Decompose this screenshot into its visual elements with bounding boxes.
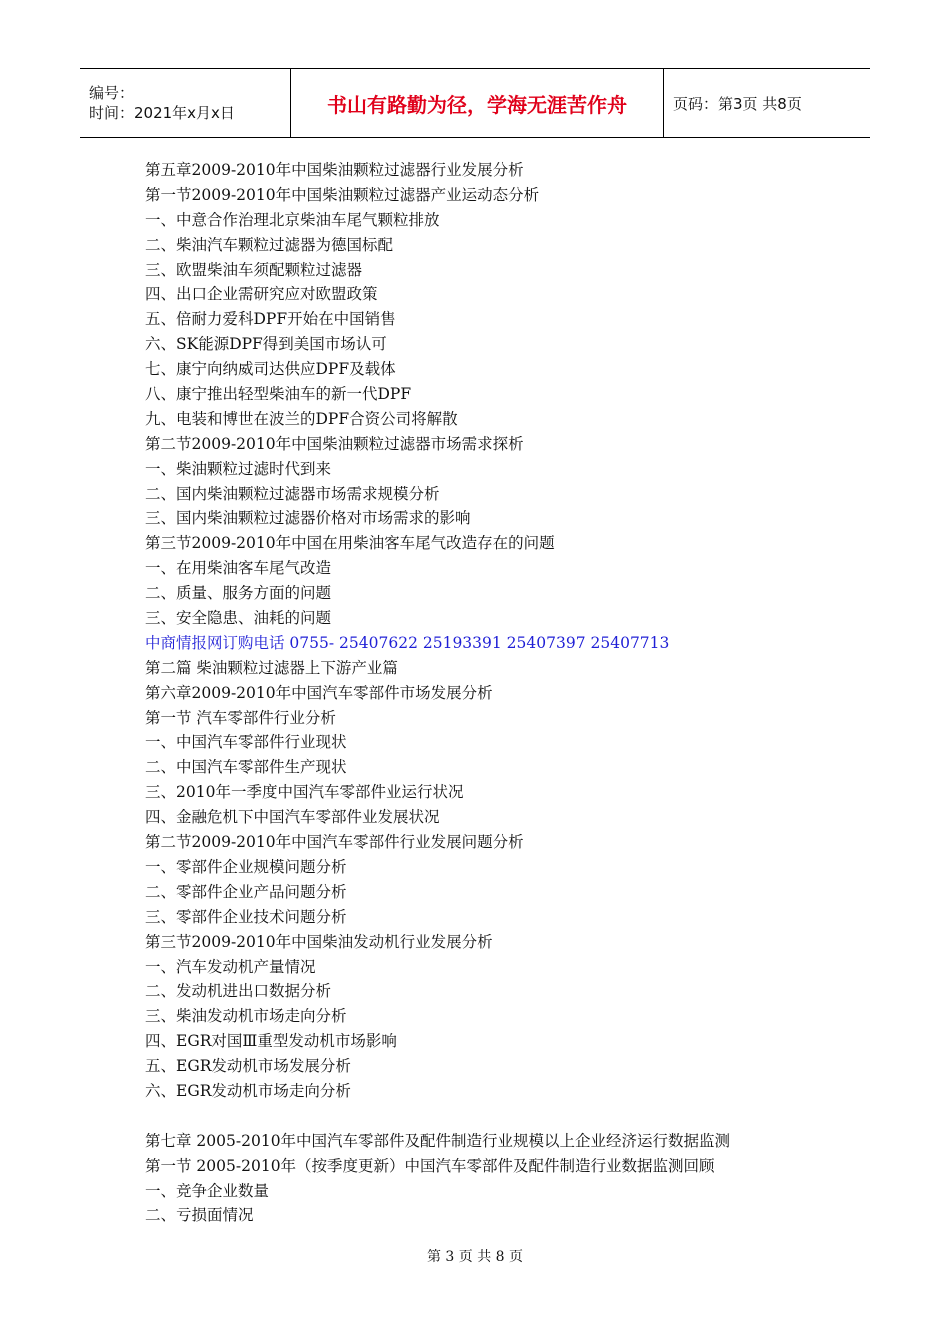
toc-line: 四、EGR对国Ⅲ重型发动机市场影响 — [145, 1032, 397, 1051]
order-phone-line: 中商情报网订购电话 0755- 25407622 25193391 25407397 25407713 — [145, 633, 670, 652]
toc-line: 一、零部件企业规模问题分析 — [145, 857, 347, 876]
toc-line: 二、亏损面情况 — [145, 1206, 254, 1225]
toc-line: 一、柴油颗粒过滤时代到来 — [145, 459, 332, 478]
toc-line: 第三节2009-2010年中国柴油发动机行业发展分析 — [145, 932, 493, 951]
toc-line: 第二节2009-2010年中国汽车零部件行业发展问题分析 — [145, 833, 524, 852]
toc-line: 六、SK能源DPF得到美国市场认可 — [145, 335, 387, 354]
toc-line: 三、零部件企业技术问题分析 — [145, 907, 347, 926]
page-info: 页码：第3页 共8页 — [673, 94, 802, 113]
toc-line: 一、中国汽车零部件行业现状 — [145, 733, 347, 752]
page-header — [80, 68, 870, 138]
toc-line: 第一节 汽车零部件行业分析 — [145, 708, 336, 727]
toc-content — [145, 158, 865, 1228]
toc-line: 六、EGR发动机市场走向分析 — [145, 1081, 351, 1100]
toc-line: 五、倍耐力爱科DPF开始在中国销售 — [145, 310, 396, 329]
toc-line: 第二篇 柴油颗粒过滤器上下游产业篇 — [145, 658, 398, 677]
header-motto-cell — [291, 69, 664, 137]
toc-line: 一、汽车发动机产量情况 — [145, 957, 316, 976]
header-page-info-cell — [664, 69, 870, 137]
toc-line: 第五章2009-2010年中国柴油颗粒过滤器行业发展分析 — [145, 161, 524, 179]
toc-line: 九、电装和博世在波兰的DPF合资公司将解散 — [145, 409, 458, 428]
toc-line: 二、柴油汽车颗粒过滤器为德国标配 — [145, 235, 394, 254]
toc-line: 八、康宁推出轻型柴油车的新一代DPF — [145, 385, 412, 404]
toc-line: 第七章 2005-2010年中国汽车零部件及配件制造行业规模以上企业经济运行数据监测 — [145, 1131, 731, 1150]
motto-text: 书山有路勤为径，学海无涯苦作舟 — [327, 92, 627, 117]
number-label: 编号： — [89, 84, 135, 102]
toc-line: 四、出口企业需研究应对欧盟政策 — [145, 285, 378, 304]
toc-line: 一、中意合作治理北京柴油车尾气颗粒排放 — [145, 210, 440, 229]
toc-line: 三、欧盟柴油车须配颗粒过滤器 — [145, 260, 363, 279]
toc-line: 三、安全隐患、油耗的问题 — [145, 609, 332, 628]
toc-line: 第一节 2005-2010年（按季度更新）中国汽车零部件及配件制造行业数据监测回顾 — [145, 1156, 715, 1175]
toc-line: 一、竞争企业数量 — [145, 1181, 270, 1200]
toc-line: 二、发动机进出口数据分析 — [145, 982, 332, 1001]
toc-line: 二、国内柴油颗粒过滤器市场需求规模分析 — [145, 484, 440, 503]
toc-line: 三、国内柴油颗粒过滤器价格对市场需求的影响 — [145, 509, 471, 528]
toc-line: 第三节2009-2010年中国在用柴油客车尾气改造存在的问题 — [145, 534, 555, 553]
toc-line: 二、中国汽车零部件生产现状 — [145, 758, 347, 777]
page-footer: 第 3 页 共 8 页 — [426, 1249, 524, 1265]
time-label: 时间：2021年x月x日 — [89, 104, 235, 122]
toc-line: 四、金融危机下中国汽车零部件业发展状况 — [145, 808, 440, 827]
toc-line: 第一节2009-2010年中国柴油颗粒过滤器产业运动态分析 — [145, 185, 540, 204]
toc-line: 第六章2009-2010年中国汽车零部件市场发展分析 — [145, 683, 493, 702]
toc-line: 七、康宁向纳威司达供应DPF及载体 — [145, 360, 396, 379]
header-meta — [80, 69, 291, 137]
toc-line: 一、在用柴油客车尾气改造 — [145, 559, 332, 578]
toc-line: 三、柴油发动机市场走向分析 — [145, 1007, 347, 1026]
blank-line — [145, 1104, 865, 1129]
toc-line: 二、零部件企业产品问题分析 — [145, 882, 347, 901]
toc-line: 二、质量、服务方面的问题 — [145, 584, 332, 603]
toc-line: 第二节2009-2010年中国柴油颗粒过滤器市场需求探析 — [145, 434, 524, 453]
toc-line: 五、EGR发动机市场发展分析 — [145, 1057, 351, 1076]
toc-line: 三、2010年一季度中国汽车零部件业运行状况 — [145, 783, 464, 802]
